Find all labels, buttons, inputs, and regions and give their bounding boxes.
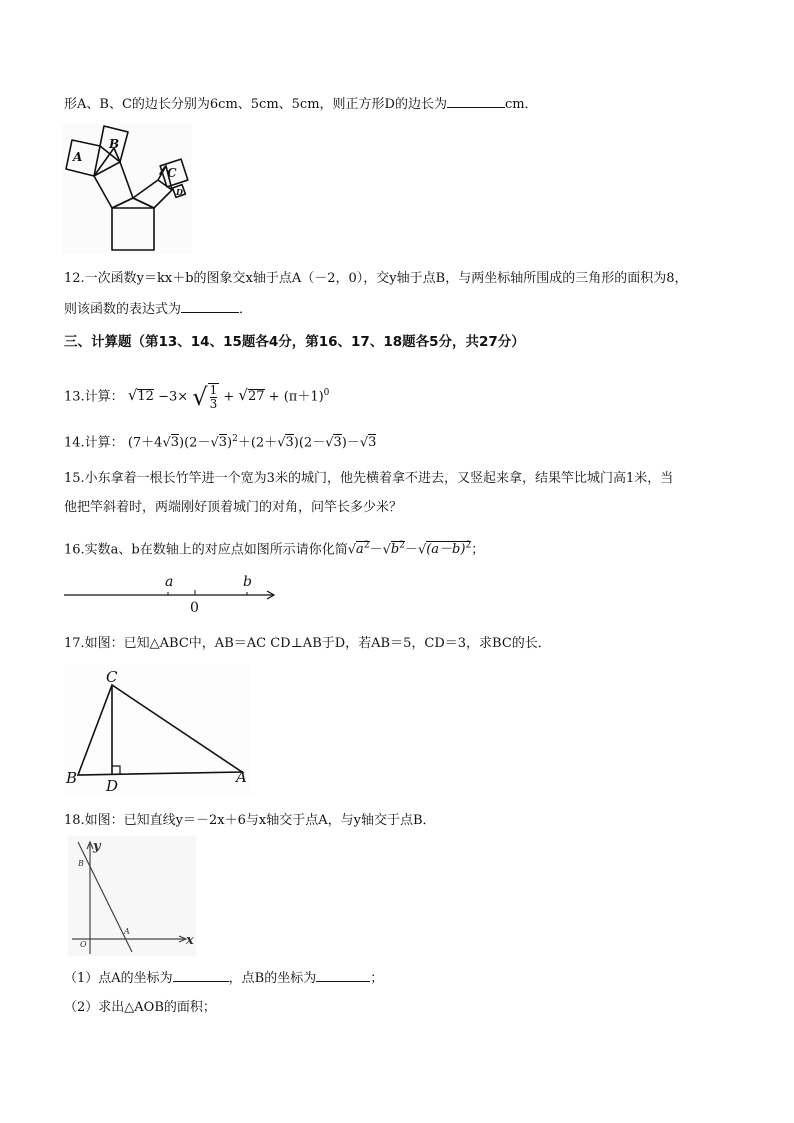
q15-line2: 他把竿斜着时，两端刚好顶着城门的对角，问竿长多少米？ — [64, 500, 403, 515]
q16-text-main: 16.实数a、b在数轴上的对应点如图所示请你化简 — [64, 542, 348, 558]
q16-text — [64, 537, 484, 559]
q11-label-c: C — [167, 166, 177, 180]
q16-minus1: － — [369, 542, 383, 558]
q12-answer-blank[interactable] — [181, 300, 239, 313]
q18-part1-b: ，点B的坐标为 — [228, 971, 317, 986]
q14-sq: 2 — [232, 434, 238, 444]
q11-text-b: cm． — [504, 97, 538, 112]
q18-part1-a: （1）点A的坐标为 — [64, 971, 173, 986]
q14-t2: )(2－ — [179, 435, 211, 451]
q17-label-d: D — [106, 777, 119, 795]
q14-t3: ) — [227, 435, 233, 451]
q16-minus2: － — [404, 542, 418, 558]
q13-minus: −3× — [158, 389, 189, 405]
q17-triangle-figure — [64, 665, 254, 795]
q17-label-a: A — [236, 768, 247, 786]
q14-expression — [64, 430, 376, 452]
q14-prefix: 14.计算： — [64, 435, 124, 451]
q18-label-o: O — [80, 940, 87, 949]
q14-t4: ＋(2＋ — [237, 435, 278, 451]
q12-line2-b: ． — [239, 302, 253, 317]
q16-label-zero: 0 — [190, 600, 199, 616]
q12-line2 — [64, 300, 252, 319]
q11-text-a: 形A、B、C的边长分别为6cm、5cm、5cm，则正方形D的边长为 — [64, 97, 447, 112]
q18-part1 — [64, 969, 383, 988]
q18-label-a: A — [124, 927, 130, 936]
q18-label-b: B — [78, 859, 84, 868]
q13-exp: 0 — [323, 388, 330, 398]
q17-text: 17.如图：已知△ABC中，AB＝AC CD⊥AB于D，若AB＝5，CD＝3，求BC的长． — [64, 636, 551, 651]
q13-sqrt-frac: √ $\frac{1}{3}$ — [192, 382, 218, 411]
q13-plus2: + — [268, 389, 280, 405]
q11-label-b: B — [109, 137, 120, 151]
q14-sqrt3-c: √3 — [277, 435, 294, 451]
q17-label-b: B — [66, 769, 78, 787]
q11-squares-figure — [62, 124, 192, 254]
q17-label-c: C — [106, 668, 118, 686]
q15-line1: 15.小东拿着一根长竹竿进一个宽为3米的城门，他先横着拿不进去，又竖起来拿，结果竿比城门高1米，当 — [64, 471, 674, 486]
q13-frac-den: 3 — [209, 396, 218, 411]
q16-label-a: a — [165, 574, 174, 590]
q13-prefix: 13.计算： — [64, 389, 124, 405]
q13-plus1: + — [223, 389, 235, 405]
q14-sqrt3-a: √3 — [162, 435, 180, 451]
q14-t6: )－ — [341, 435, 360, 451]
section3-heading: 三、计算题（第13、14、15题各4分，第16、17、18题各5分，共27分） — [64, 334, 525, 350]
q14-t5: )(2－ — [293, 435, 326, 451]
q18-answer-blank-b[interactable] — [316, 969, 370, 982]
q14-t1: (7＋4 — [127, 435, 163, 451]
q16-sqrt-b2: $√b^2$ — [382, 541, 405, 558]
q13-r12: 12 — [137, 389, 154, 405]
q13-pi-term: (π＋1) — [283, 389, 324, 405]
q14-sqrt3-b: √3 — [210, 435, 228, 451]
q13-sqrt27: √27 — [238, 386, 265, 405]
q16-sqrt-a2: $√a^2$ — [347, 541, 370, 558]
q16-end: ； — [471, 542, 485, 558]
q11-text — [64, 95, 538, 114]
q14-sqrt3-d: √3 — [325, 435, 342, 451]
q18-graph-figure — [68, 836, 196, 956]
q16-number-line — [62, 570, 282, 618]
q12-line2-a: 则该函数的表达式为 — [64, 302, 182, 317]
q18-part2: （2）求出△AOB的面积； — [64, 1000, 216, 1015]
q12-line1: 12.一次函数y＝kx＋b的图象交x轴于点A（－2，0），交y轴于点B，与两坐标轴所围成的三角形的面积为8， — [64, 271, 688, 286]
q11-label-a: A — [73, 150, 83, 164]
q18-part1-c: ； — [370, 971, 384, 986]
q13-r27: 27 — [247, 389, 265, 405]
q18-label-y: y — [93, 839, 101, 854]
q11-label-d: D — [176, 187, 183, 197]
q18-label-x: x — [186, 933, 194, 948]
q13-frac-num: 1 — [209, 382, 218, 397]
q13-expression — [64, 375, 329, 411]
q11-answer-blank[interactable] — [447, 95, 505, 108]
q16-label-b: b — [243, 574, 252, 590]
q16-sqrt-ab2: $√(a-b)^2$ — [417, 541, 472, 558]
q14-sqrt3-e: √3 — [359, 435, 377, 451]
q13-sqrt12: √12 — [127, 386, 154, 405]
q18-answer-blank-a[interactable] — [173, 969, 229, 982]
q18-text: 18.如图：已知直线y＝－2x＋6与x轴交于点A，与y轴交于点B． — [64, 813, 436, 828]
